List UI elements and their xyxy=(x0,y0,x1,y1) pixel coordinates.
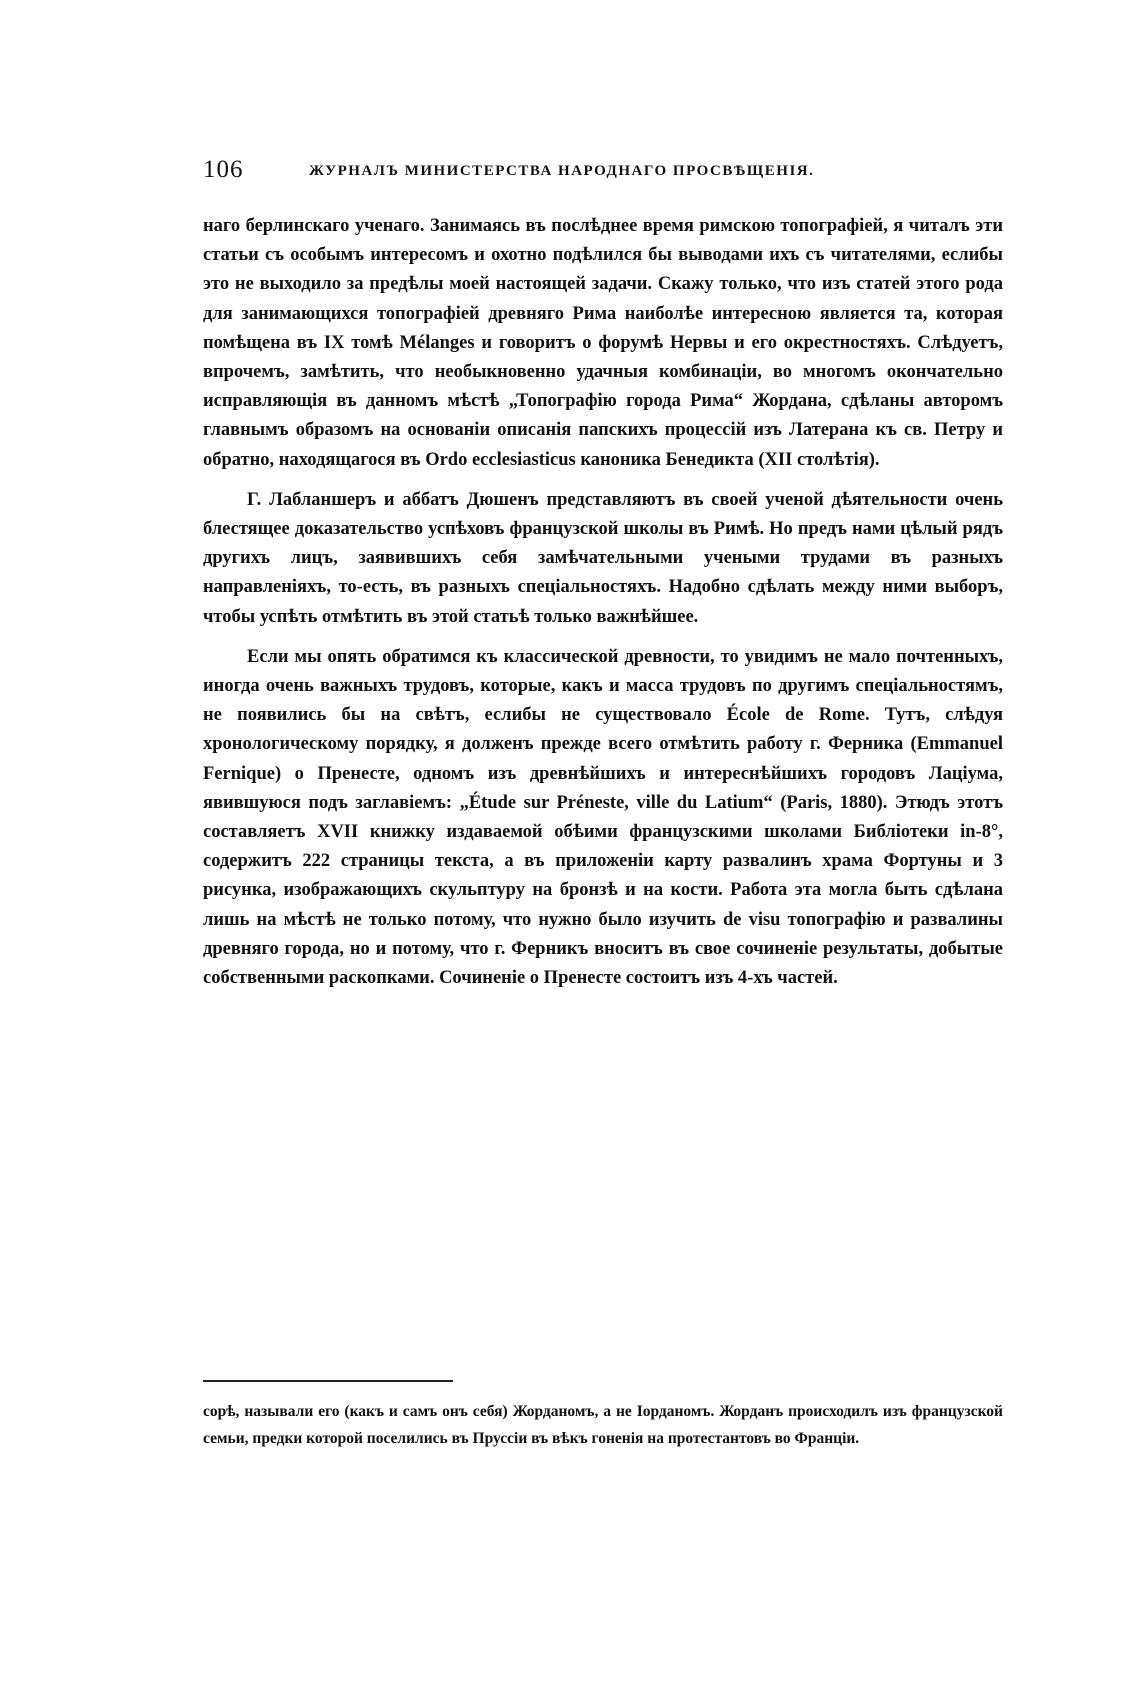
footnote: сорѣ, называли его (какъ и самъ онъ себя) Жорданомъ, а не Іорданомъ. Жорданъ происходилъ изъ французской семьи, предки которой поселились въ Пруссіи въ вѣкъ гоненія на протестантовъ во Франціи. xyxy=(203,1403,1003,1447)
paragraph-2: Г. Лабланшеръ и аббатъ Дюшенъ представляютъ въ своей ученой дѣятельности очень блестящее доказательство успѣховъ французской школы въ Римѣ. Но предъ нами цѣлый рядъ другихъ лицъ, заявившихъ себя замѣчательными учеными трудами въ разныхъ направленіяхъ, то-есть, въ разныхъ спеціальностяхъ. Надобно сдѣлать между ними выборъ, чтобы успѣть отмѣтить въ этой статьѣ только важнѣйшее. xyxy=(203,489,1003,627)
page-number: 106 xyxy=(203,156,244,183)
footnote-divider xyxy=(203,1380,453,1382)
running-title: ЖУРНАЛЪ МИНИСТЕРСТВА НАРОДНАГО ПРОСВѢЩЕНІЯ. xyxy=(309,163,815,179)
page-header xyxy=(203,156,963,186)
paragraph-3: Если мы опять обратимся къ классической древности, то увидимъ не мало почтенныхъ, иногда очень важныхъ трудовъ, которые, какъ и масса трудовъ по другимъ спеціальностямъ, не появились бы на свѣтъ, еслибы не существовало École de Rome. Тутъ, слѣдуя хронологическому порядку, я долженъ прежде всего отмѣтить работу г. Ферника (Emmanuel Fernique) о Пренесте, одномъ изъ древнѣйшихъ и интереснѣйшихъ городовъ Лаціума, явившуюся подъ заглавіемъ: „Étude sur Préneste, ville du Latium“ (Paris, 1880). Этюдъ этотъ составляетъ XVII книжку издаваемой обѣими французскими школами Библіотеки in-8°, содержитъ 222 страницы текста, а въ приложеніи карту развалинъ храма Фортуны и 3 рисунка, изображающихъ скульптуру на бронзѣ и на кости. Работа эта могла быть сдѣлана лишь на мѣстѣ не только потому, что нужно было изучить de visu топографію и развалины древняго города, но и потому, что г. Ферникъ вноситъ въ свое сочиненіе результаты, добытые собственными раскопками. Сочиненіе о Пренесте состоитъ изъ 4-хъ частей. xyxy=(203,646,1003,989)
body-text xyxy=(203,212,1003,1004)
paragraph-1: наго берлинскаго ученаго. Занимаясь въ послѣднее время римскою топографіей, я читалъ эти статьи съ особымъ интересомъ и охотно подѣлился бы выводами ихъ съ читателями, еслибы это не выходило за предѣлы моей настоящей задачи. Скажу только, что изъ статей этого рода для занимающихся топографіей древняго Рима наиболѣе интересною является та, которая помѣщена въ IX томѣ Mélanges и говоритъ о форумѣ Нервы и его окрестностяхъ. Слѣдуетъ, впрочемъ, замѣтить, что необыкновенно удачныя комбинаціи, во многомъ окончательно исправляющія въ данномъ мѣстѣ „Топографію города Рима“ Жордана, сдѣланы авторомъ главнымъ образомъ на основаніи описанія папскихъ процессій изъ Латерана къ св. Петру и обратно, находящагося въ Ordo ecclesiasticus каноника Бенедикта (XII столѣтія). xyxy=(203,216,1003,470)
